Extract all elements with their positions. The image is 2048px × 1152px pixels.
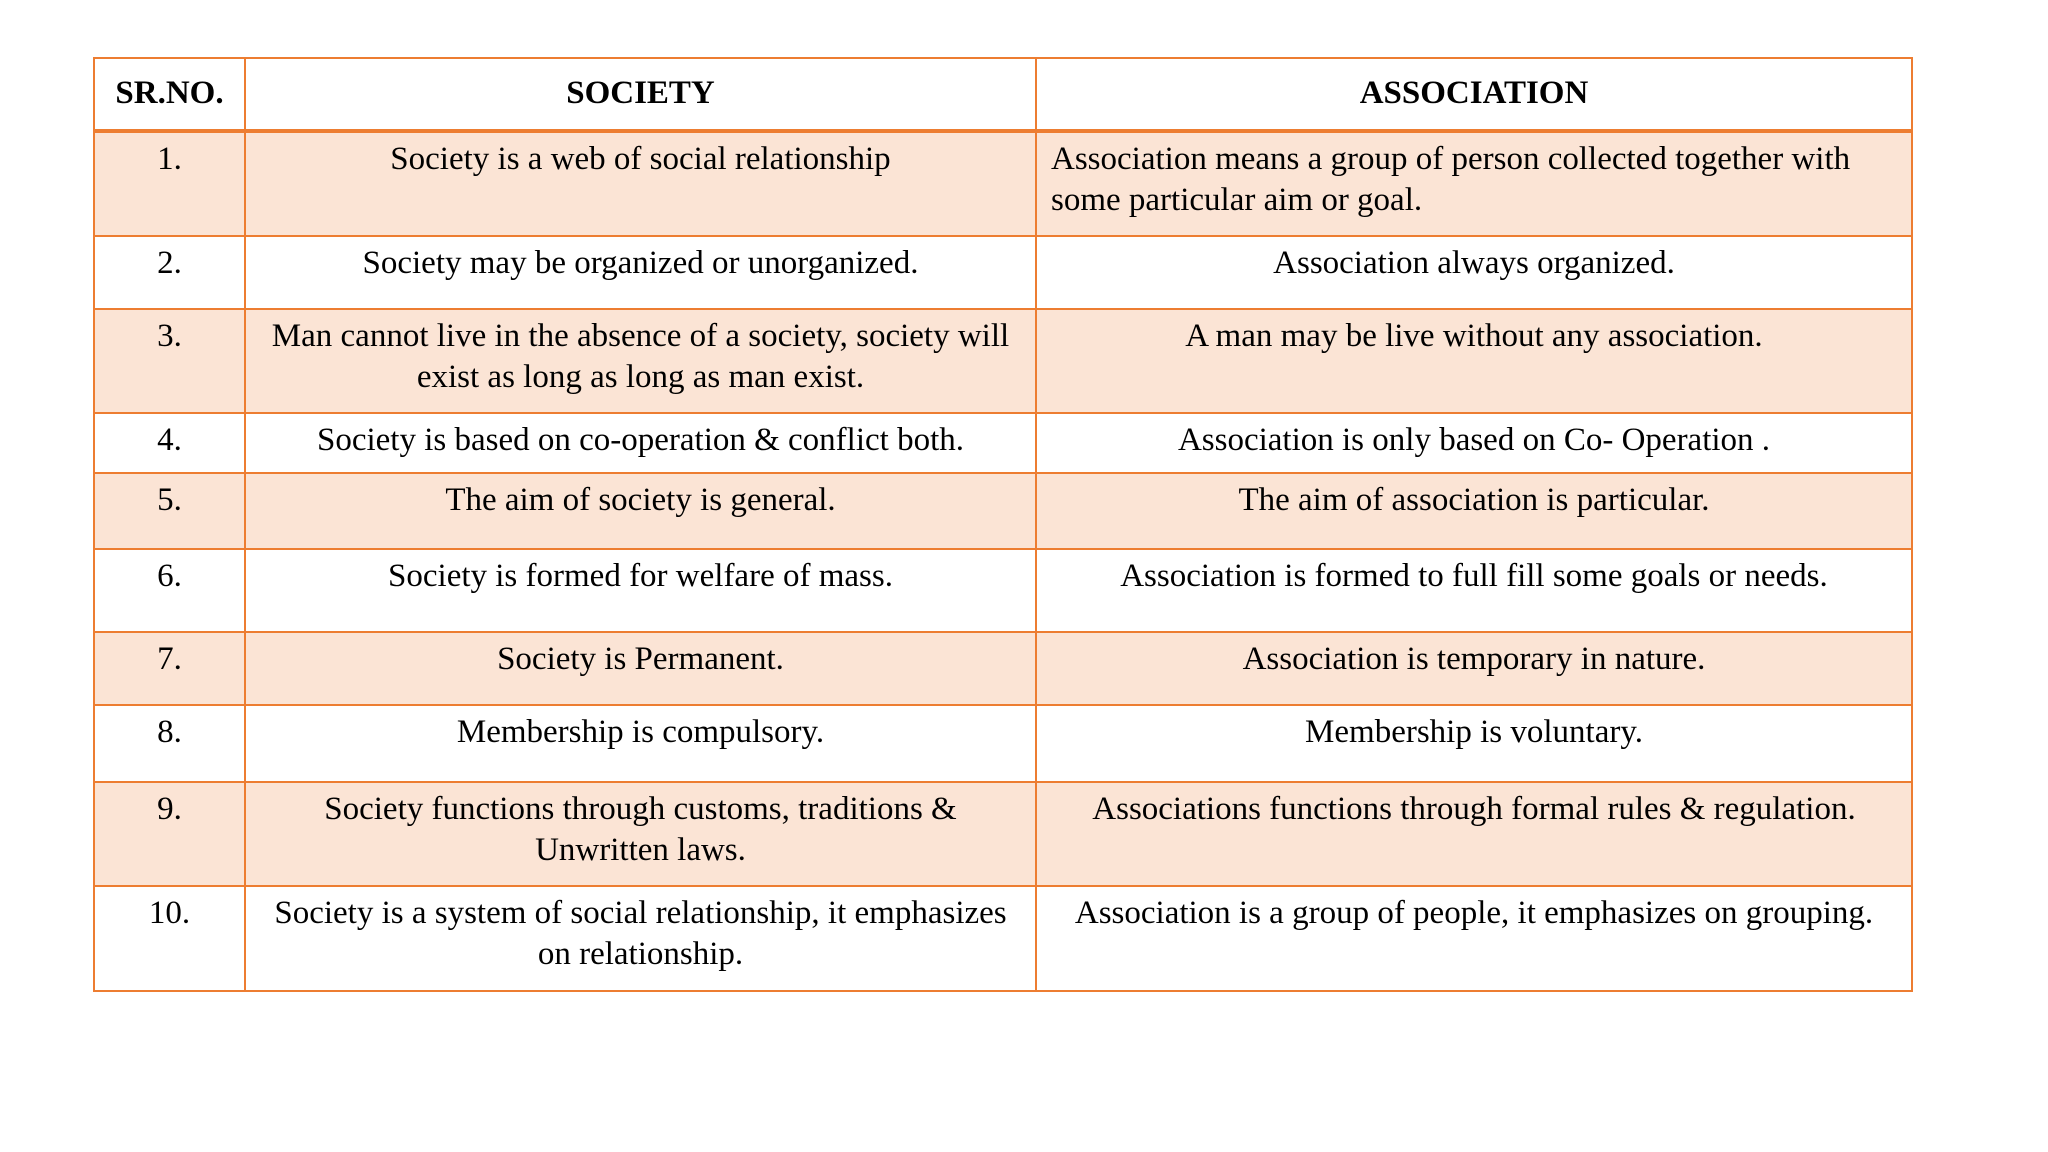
society-cell: Society functions through customs, traditions & Unwritten laws.: [245, 782, 1036, 886]
sr-no-cell: 1.: [94, 131, 245, 236]
association-cell: Association always organized.: [1036, 236, 1912, 309]
sr-no-cell: 3.: [94, 309, 245, 413]
sr-no-cell: 6.: [94, 549, 245, 632]
sr-no-cell: 4.: [94, 413, 245, 473]
association-cell: Membership is voluntary.: [1036, 705, 1912, 782]
table-row: [94, 782, 1912, 886]
header-association: ASSOCIATION: [1036, 58, 1912, 131]
table-row: [94, 413, 1912, 473]
society-cell: Society may be organized or unorganized.: [245, 236, 1036, 309]
association-cell: Association is a group of people, it emphasizes on grouping.: [1036, 886, 1912, 991]
table-row: [94, 886, 1912, 991]
association-cell: Associations functions through formal rules & regulation.: [1036, 782, 1912, 886]
association-cell: Association is only based on Co- Operation .: [1036, 413, 1912, 473]
society-cell: Society is a system of social relationship, it emphasizes on relationship.: [245, 886, 1036, 991]
sr-no-cell: 9.: [94, 782, 245, 886]
association-cell: Association means a group of person collected together with some particular aim or goal.: [1036, 131, 1912, 236]
society-cell: Man cannot live in the absence of a society, society will exist as long as long as man exist.: [245, 309, 1036, 413]
sr-no-cell: 2.: [94, 236, 245, 309]
table-row: [94, 473, 1912, 549]
sr-no-cell: 5.: [94, 473, 245, 549]
table-row: [94, 549, 1912, 632]
table-row: [94, 131, 1912, 236]
association-cell: A man may be live without any association.: [1036, 309, 1912, 413]
table-row: [94, 236, 1912, 309]
sr-no-cell: 10.: [94, 886, 245, 991]
association-cell: Association is formed to full fill some goals or needs.: [1036, 549, 1912, 632]
society-cell: Membership is compulsory.: [245, 705, 1036, 782]
sr-no-cell: 7.: [94, 632, 245, 705]
society-cell: Society is based on co-operation & conflict both.: [245, 413, 1036, 473]
society-cell: Society is formed for welfare of mass.: [245, 549, 1036, 632]
association-cell: Association is temporary in nature.: [1036, 632, 1912, 705]
comparison-table: [93, 57, 1913, 992]
society-cell: Society is a web of social relationship: [245, 131, 1036, 236]
table-row: [94, 309, 1912, 413]
header-sr-no: SR.NO.: [94, 58, 245, 131]
table-row: [94, 705, 1912, 782]
association-cell: The aim of association is particular.: [1036, 473, 1912, 549]
header-row: [94, 58, 1912, 131]
sr-no-cell: 8.: [94, 705, 245, 782]
society-cell: The aim of society is general.: [245, 473, 1036, 549]
table-row: [94, 632, 1912, 705]
society-cell: Society is Permanent.: [245, 632, 1036, 705]
header-society: SOCIETY: [245, 58, 1036, 131]
